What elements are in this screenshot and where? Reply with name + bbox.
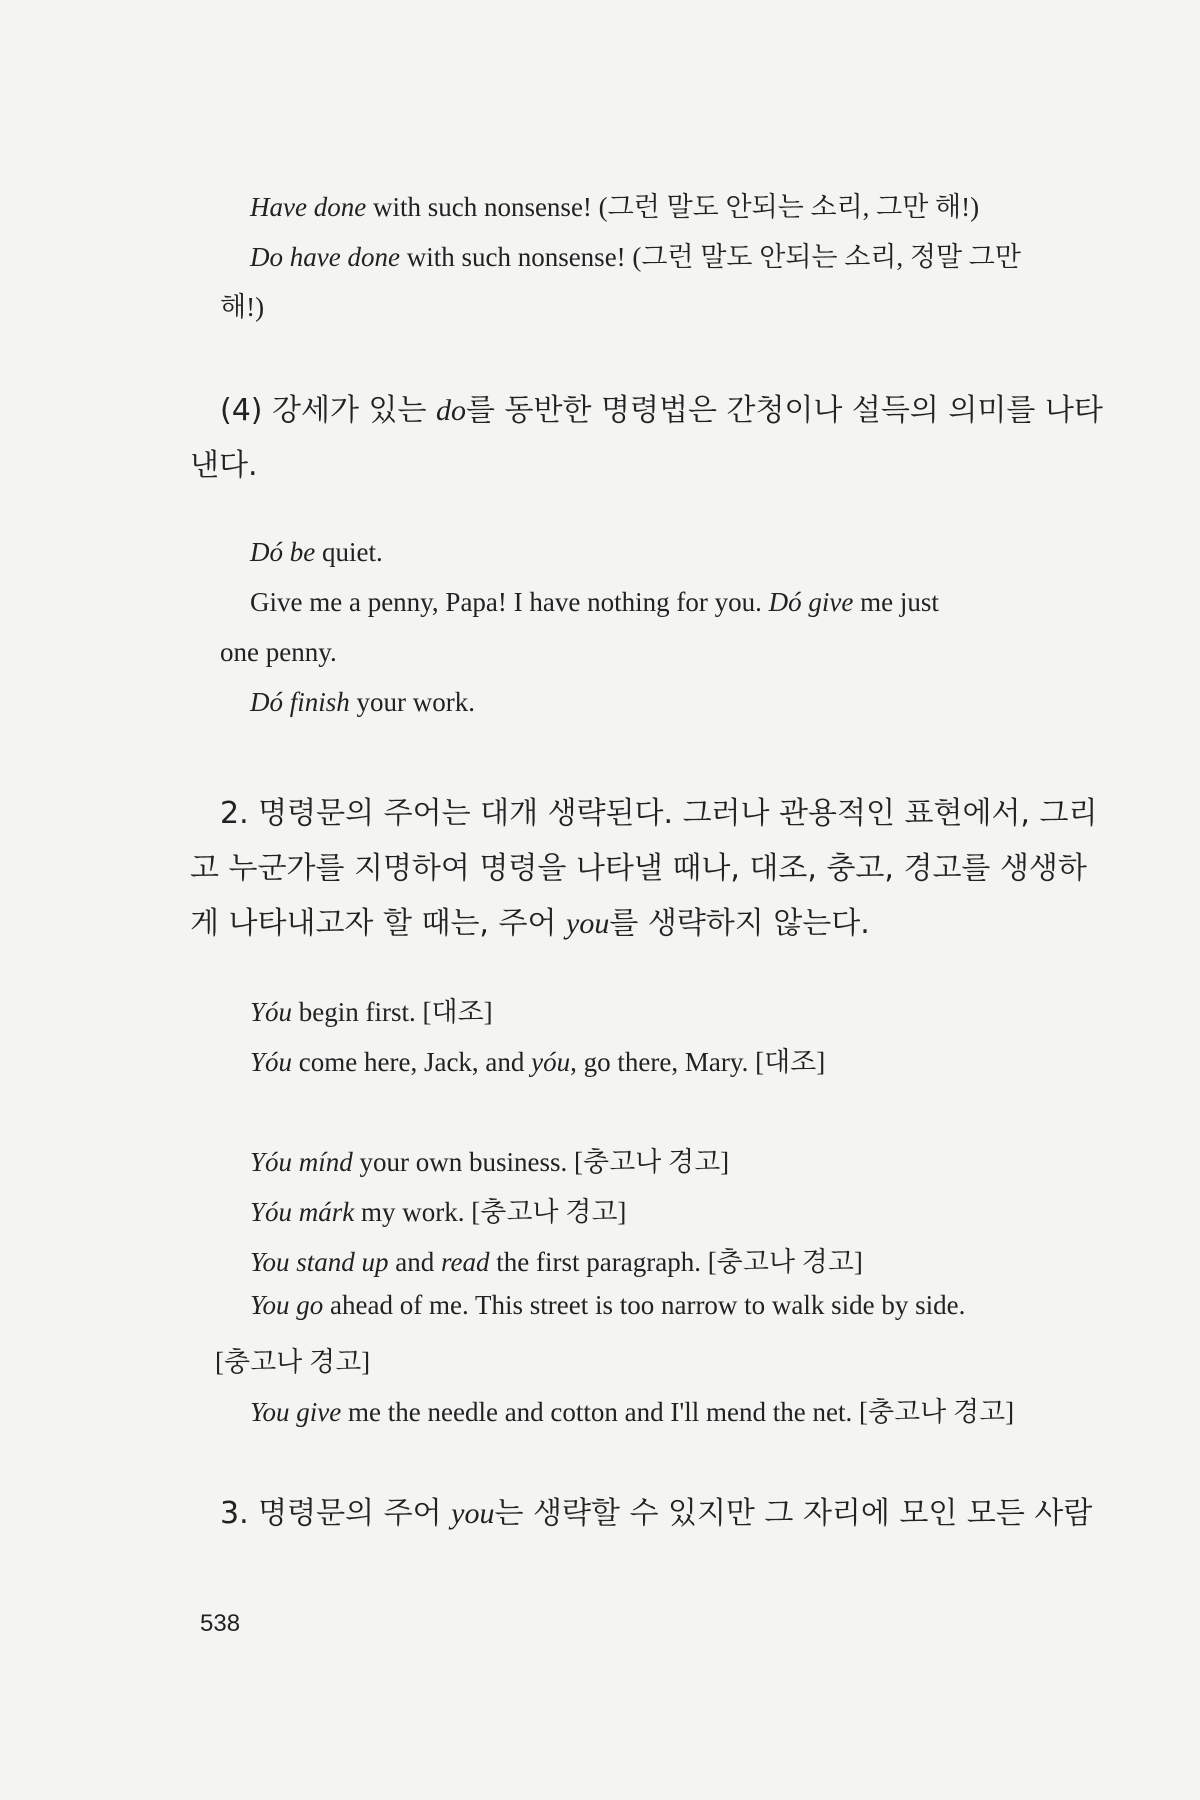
example-line: [250, 1140, 729, 1179]
italic-phrase: You give: [250, 1397, 342, 1427]
text-span: the first paragraph. [충고나 경고]: [489, 1247, 863, 1277]
text-span: 는 생략할 수 있지만 그 자리에 모인 모든 사람: [494, 1496, 1093, 1531]
italic-phrase: you: [566, 907, 610, 940]
example-line: [215, 1340, 370, 1379]
paragraph-line: [190, 898, 870, 942]
italic-phrase: Have done: [250, 192, 367, 222]
italic-phrase: Yóu mínd: [250, 1147, 353, 1177]
example-line: [250, 1040, 825, 1079]
italic-phrase: do: [436, 394, 467, 427]
text-span: 3. 명령문의 주어: [220, 1496, 452, 1531]
text-span: come here, Jack, and: [292, 1047, 532, 1077]
paragraph-line: [220, 788, 1097, 832]
text-span: one penny.: [220, 637, 337, 667]
text-span: 를 생략하지 않는다.: [609, 906, 870, 941]
example-line: [250, 687, 475, 718]
text-span: (4) 강세가 있는: [220, 393, 437, 428]
italic-phrase: Do have done: [250, 242, 400, 272]
italic-phrase: Yóu márk: [250, 1197, 355, 1227]
example-line: [250, 1290, 965, 1321]
example-line: [250, 990, 493, 1029]
italic-phrase: Dó give: [768, 587, 854, 617]
example-line: [250, 235, 1021, 274]
example-line: [220, 637, 337, 668]
text-span: your own business. [충고나 경고]: [352, 1147, 730, 1177]
text-span: ahead of me. This street is too narrow to walk side by side.: [323, 1290, 966, 1320]
example-line: [250, 1240, 863, 1279]
text-span: 2. 명령문의 주어는 대개 생략된다. 그러나 관용적인 표현에서, 그리: [220, 796, 1098, 831]
text-span: 게 나타내고자 할 때는, 주어: [190, 906, 566, 941]
text-span: 해!): [220, 292, 265, 322]
text-span: , go there, Mary. [대조]: [570, 1047, 826, 1077]
text-span: my work. [충고나 경고]: [354, 1197, 627, 1227]
section-heading-cont: [190, 440, 258, 484]
italic-phrase: you: [451, 1497, 495, 1530]
italic-phrase: Dó be: [250, 537, 316, 567]
italic-phrase: yóu: [531, 1047, 571, 1077]
italic-phrase: Dó finish: [250, 687, 350, 717]
text-span: quiet.: [315, 537, 383, 567]
example-line: [250, 1190, 626, 1229]
text-span: me just: [853, 587, 939, 617]
italic-phrase: read: [441, 1247, 490, 1277]
paragraph-line: [190, 843, 1087, 887]
example-line: [250, 1390, 1014, 1429]
page-number: 538: [200, 1610, 241, 1637]
text-span: 고 누군가를 지명하여 명령을 나타낼 때나, 대조, 충고, 경고를 생생하: [190, 851, 1087, 886]
italic-phrase: You go: [250, 1290, 324, 1320]
text-span: me the needle and cotton and I'll mend the net. [충고나 경고]: [341, 1397, 1015, 1427]
text-span: with such nonsense! (그런 말도 안되는 소리, 그만 해!): [366, 192, 980, 222]
example-line: [250, 587, 939, 618]
example-line: [250, 185, 979, 224]
text-span: begin first. [대조]: [292, 997, 493, 1027]
text-span: with such nonsense! (그런 말도 안되는 소리, 정말 그만: [399, 242, 1021, 272]
text-span: your work.: [349, 687, 475, 717]
italic-phrase: Yóu: [250, 1047, 293, 1077]
text-span: 를 동반한 명령법은 간청이나 설득의 의미를 나타: [466, 393, 1103, 428]
example-line: [250, 537, 383, 568]
text-span: Give me a penny, Papa! I have nothing for you.: [250, 587, 769, 617]
example-line: [220, 285, 264, 324]
paragraph-line: [220, 1488, 1092, 1532]
italic-phrase: Yóu: [250, 997, 293, 1027]
text-span: and: [388, 1247, 442, 1277]
text-span: [충고나 경고]: [215, 1347, 371, 1377]
section-heading: [220, 385, 1103, 429]
text-span: 낸다.: [190, 448, 258, 483]
italic-phrase: You stand up: [250, 1247, 389, 1277]
